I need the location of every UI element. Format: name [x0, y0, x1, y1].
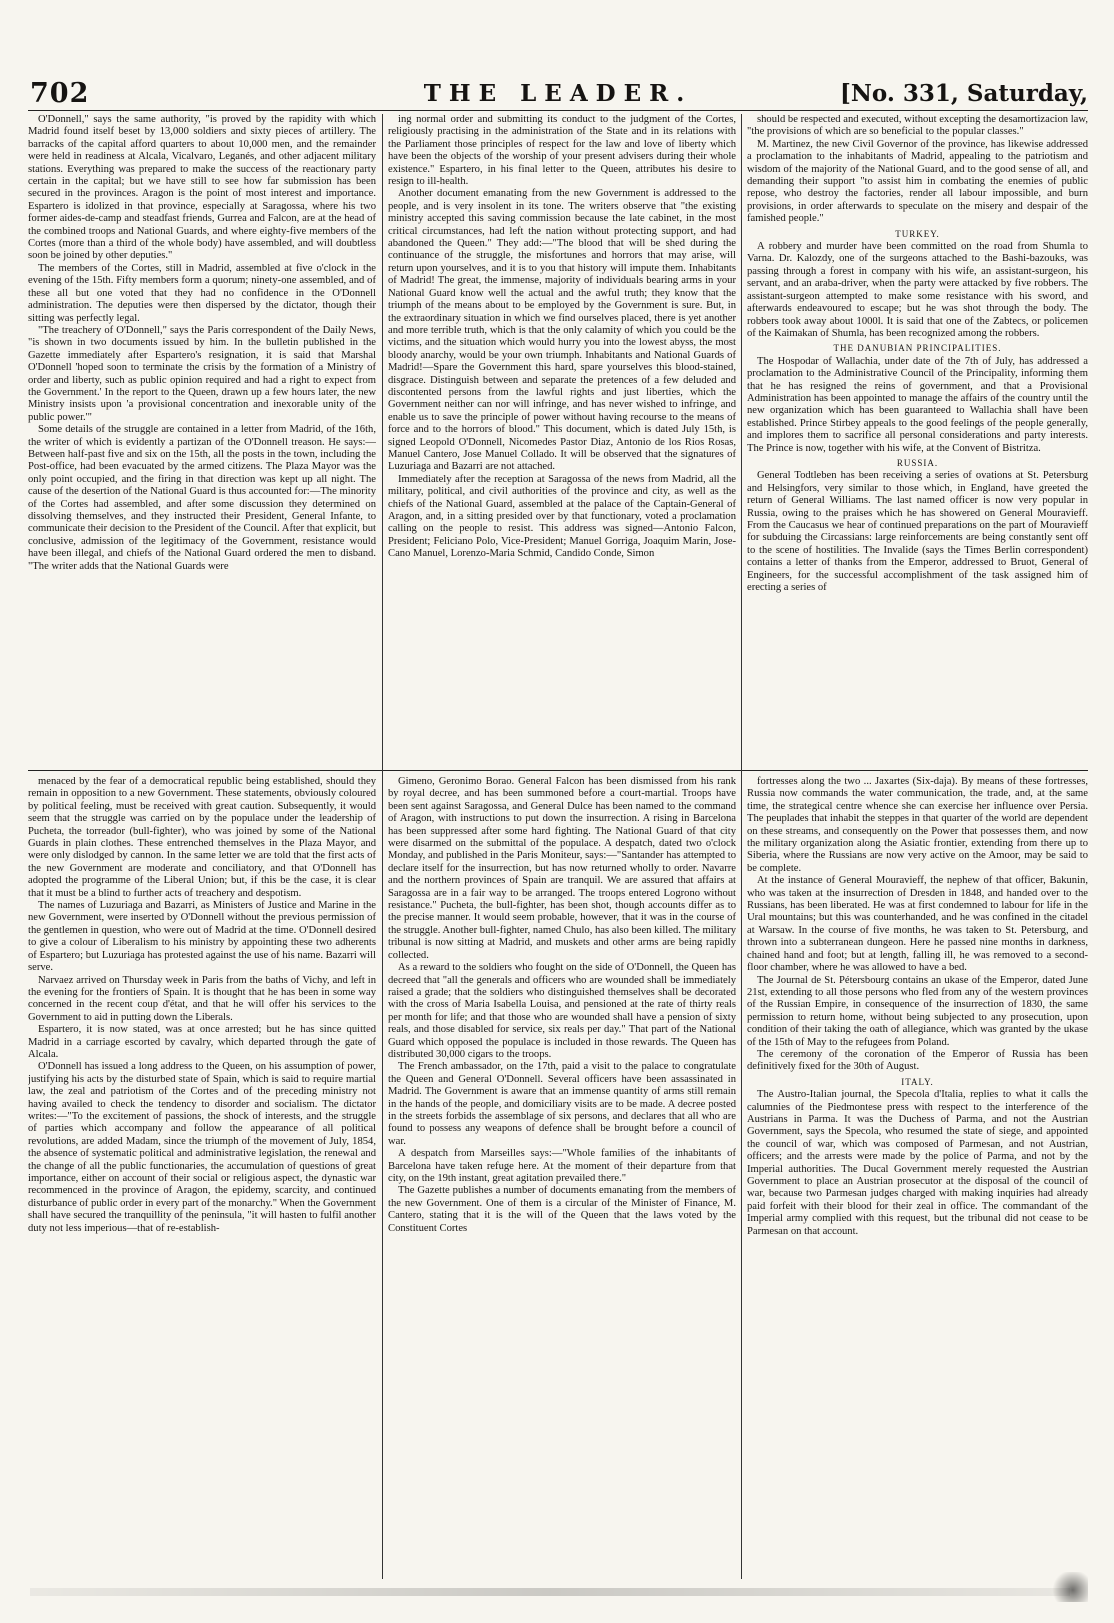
- section-divider-rule: [28, 770, 1088, 771]
- header-rule: [28, 110, 1088, 111]
- paragraph: Narvaez arrived on Thursday week in Paris from the baths of Vichy, and left in the evening for the frontiers of Spain. It is thought that he has been in some way concerned in the recent coup d'état, and that he will offer his services to the Government to aid in putting down the Liberals.: [28, 974, 376, 1023]
- paragraph: The French ambassador, on the 17th, paid a visit to the palace to congratulate the Queen and General O'Donnell. Several officers have been assassinated in Madrid. The Government is aware that an immense quantity of arms still remain in the hands of the people, and domiciliary visits are to be made. A decree posted in the streets forbids the assemblage of six persons, and declares that all who are found to possess any weapons of defence shall be brought before a council of war.: [388, 1061, 736, 1147]
- paragraph: General Todtleben has been receiving a series of ovations at St. Petersburg and Helsingfors, very similar to those which, in England, have greeted the return of General Williams. The last named officer is now very popular in Russia, owing to the praises which he has showered on General Mouravieff. From the Caucasus we hear of continued preparations on the part of Mouravieff for subduing the Circassians: large reinforcements are being constantly sent off to the scene of hostilities. The Invalide (says the Times Berlin correspondent) contains a letter of thanks from the Emperor, addressed to Bruot, General of Engineers, for the successful accomplishment of the task assigned him of erecting a series of: [747, 470, 1088, 594]
- scan-corner-mark: [1050, 1572, 1088, 1602]
- paragraph: A despatch from Marseilles says:—"Whole families of the inhabitants of Barcelona have taken refuge here. At the moment of their departure from that city, on the 19th instant, great agitation prevailed there.": [388, 1148, 736, 1184]
- paragraph: Espartero, it is now stated, was at once arrested; but he has since quitted Madrid in a carriage escorted by cavalry, which departed through the gate of Alcala.: [28, 1024, 376, 1060]
- paragraph: The Gazette publishes a number of documents emanating from the members of the new Government. One of them is a circular of the Minister of Finance, M. Cantero, stating that it is the will of the Queen that the laws voted by the Constituent Cortes: [388, 1185, 736, 1234]
- paragraph: O'Donnell," says the same authority, "is proved by the rapidity with which Madrid found itself beset by 13,000 soldiers and sixty pieces of artillery. The barracks of the capital afford quarters to about 10,000 men, and the remainder were held in readiness at Alcala, Vicalvaro, Leganés, and other adjacent military stations. Everything was prepared to make the success of the reactionary party certain in the capital; but we have still to see how far submission has been secured in the provinces. Aragon is the point of most interest and importance. Espartero is idolized in that province, especially at Saragossa, where his two former aides-de-camp and steadfast friends, Gurrea and Falcon, are at the head of the combined troops and National Guards, and where eighty-five members of the Cortes (more than a third of the whole body) have assembled, and will doubtless soon be joined by other deputies.": [28, 114, 376, 262]
- paragraph: At the instance of General Mouravieff, the nephew of that officer, Bakunin, who was taken at the insurrection of Dresden in 1848, and handed over to the Russians, has been liberated. He was at first condemned to labour for life in the Ural mountains; but this was counterhanded, and he was confined in the citadel at Warsaw. In the course of five months, he was taken to St. Petersburg, and thrown into a subterranean dungeon. Here he passed nine months in darkness, chained hand and foot; but at length, falling ill, he was removed to a second-floor chamber, where he was allowed to have a bed.: [747, 875, 1088, 974]
- paragraph: Immediately after the reception at Saragossa of the news from Madrid, all the military, political, and civil authorities of the province and city, as well as the chiefs of the National Guard, assembled at the palace of the Captain-General of Aragon, and, in a sitting presided over by that functionary, voted a proclamation calling on the people to resist. This address was signed—Antonio Falcon, President; Feliciano Polo, Vice-President; Manuel Gorriga, Joaquim Marin, Jose-Cano Manuel, Lorenzo-Maria Schmid, Candido Conde, Simon: [388, 473, 736, 560]
- paragraph: menaced by the fear of a democratical republic being established, should they remain in opposition to a new Government. These statements, obviously coloured by political feeling, must be received with great caution. Subsequently, it would seem that the struggle was carried on by the populace under the leadership of Pucheta, the torreador (bull-fighter), who was joined by some of the National Guards in plain clothes. These entrenched themselves in the Plaza Mayor, and were only dislodged by cannon. In the same letter we are told that the first acts of the new Government are moderate and conciliatory, and that O'Donnell has adopted the programme of the Liberal Union; but, if this be the case, it is clear that it must be a blind to further acts of treachery and despotism.: [28, 776, 376, 899]
- paragraph: The Hospodar of Wallachia, under date of the 7th of July, has addressed a proclamation to the Administrative Council of the Principality, informing them that he has resigned the reins of government, and that a Provisional Administration has been appointed to manage the affairs of the country until the new organization which has been guaranteed to Wallachia shall have been established. Prince Stirbey appeals to the good feelings of the people generally, and implores them to sacrifice all personal considerations and party interests. The Prince is now, together with his wife, at the Convent of Bistritza.: [747, 355, 1088, 454]
- paragraph: The members of the Cortes, still in Madrid, assembled at five o'clock in the evening of the 15th. Fifty members form a quorum; ninety-one assembled, and of these all but one voted that they had no confidence in the O'Donnell administration. The deputies were then dispersed by the dictator, though their sitting was perfectly legal.: [28, 262, 376, 324]
- paragraph: "The treachery of O'Donnell," says the Paris correspondent of the Daily News, "is shown in two documents issued by him. In the bulletin published in the Gazette immediately after Espartero's resignation, it is said that Marshal O'Donnell 'hoped soon to terminate the crisis by the formation of a Ministry of order and liberty, such as public opinion required and had a right to expect from the Government.' In the report to the Queen, drawn up a few hours later, the new Ministry insists upon 'a provisional concentration and inexorable unity of the public power.'": [28, 324, 376, 423]
- column-divider: [382, 114, 383, 1579]
- paragraph: As a reward to the soldiers who fought on the side of O'Donnell, the Queen has decreed that "all the generals and officers who are wounded shall be immediately raised a grade; that the soldiers who distinguished themselves shall be decorated with the cross of Maria Isabella Louisa, and pensioned at the rate of thirty reals per month for life; and that those who are wounded shall have a pension of sixty reals, and those disabled for service, six reals per day." That part of the National Guard which opposed the populace is included in those rewards. The Queen has distributed 30,000 cigars to the troops.: [388, 962, 736, 1060]
- paragraph: Some details of the struggle are contained in a letter from Madrid, of the 16th, the writer of which is evidently a partizan of the O'Donnell treason. He says:— Between half-past five and six on the 15th, all the posts in the town, including the Post-office, had been evacuated by the armed citizens. The Plaza Mayor was the only point occupied, and the firing in that direction was kept up all night. The cause of the desertion of the National Guard is thus accounted for:—The minority of the Cortes had assembled, and after some discussion they determined on dissolving themselves, and they instructed their President, General Infante, to communicate their decision to the President of the Council. After that explicit, but conclusive, admission of the legitimacy of the Government, resistance would have been illegal, and chiefs of the National Guard ordered the men to disband. "The writer adds that the National Guards were: [28, 424, 376, 572]
- paragraph: fortresses along the two ... Jaxartes (Six-daja). By means of these fortresses, Russia now commands the water communication, the trade, and, at the same time, the strategical centre whence she can exercise her influence over Persia. The peuplades that inhabit the steppes in that quarter of the world are dependent on these streams, and consequently on the Power that possesses them, and now the military organization along the Asiatic frontier, extending from there up to Siberia, where the Russians are now very active on the Amoor, may be said to be complete.: [747, 776, 1088, 874]
- column-top-left: [28, 114, 376, 768]
- masthead-title: THE LEADER.: [423, 80, 693, 107]
- paragraph: A robbery and murder have been committed on the road from Shumla to Varna. Dr. Kalozdy, one of the surgeons attached to the Bashi-bazouks, was passing through a forest in company with his wife, an assistant-surgeon, his servant, and an araba-driver, when the party were attacked by five robbers. The assistant-surgeon attempted to make some resistance with his sword, and afterwards endeavoured to escape; but he was shot through the body. The robbers took away about 1000l. It is said that one of the Zabtecs, or policemen of the Kaimakan of Shumla, has been recognized among the robbers.: [747, 241, 1088, 339]
- section-heading-danubian-principalities: THE DANUBIAN PRINCIPALITIES.: [833, 343, 1002, 354]
- issue-number: [No. 331, Saturday,: [839, 80, 1088, 107]
- paragraph: The Austro-Italian journal, the Specola d'Italia, replies to what it calls the calumnies of the Piedmontese press with respect to the interference of the Austrians in Parma. It was the Duchess of Parma, and not the Austrian Government, says the Specola, who resumed the state of siege, and appointed the council of war, which was composed of Parmesan, and not Austrian, officers; and the arrests were made by the police of Parma, and not by the Imperial authorities. The Ducal Government merely requested the Austrian Government to place an Austrian prosecutor at the disposal of the council of war, because two Parmesan judges charged with making inquiries had already paid forfeit with their blood for their zeal in office. The commandant of the Imperial army complied with this request, but the tribunal did not cease to be Parmesan on that account.: [747, 1089, 1088, 1237]
- column-top-middle: [388, 114, 736, 768]
- section-heading-russia: RUSSIA.: [896, 457, 939, 468]
- paragraph: The ceremony of the coronation of the Emperor of Russia has been definitively fixed for the 30th of August.: [747, 1048, 1088, 1073]
- paragraph: ing normal order and submitting its conduct to the judgment of the Cortes, religiously practising in the administration of the State and in its relations with the Parliament those principles of respect for the law and love of liberty which have been the objects of the worship of your present advisers during their whole existence." Espartero, in his final letter to the Queen, attributes his desire to resign to ill-health.: [388, 114, 736, 188]
- section-heading-italy: ITALY.: [901, 1076, 934, 1087]
- scan-smudge: [30, 1588, 1070, 1596]
- column-bottom-right: [747, 776, 1088, 1576]
- column-divider: [741, 114, 742, 1579]
- section-heading-turkey: TURKEY.: [895, 228, 940, 239]
- paragraph: M. Martinez, the new Civil Governor of the province, has likewise addressed a proclamation to the inhabitants of Madrid, appealing to the patriotism and wisdom of the majority of the National Guard, and to the good sense of all, and demanding their support "to assist him in combating the enemies of public repose, who destroy the factories, render all labour impossible, and burn provisions, in order afterwards to speculate on the misery and despair of the famished people.": [747, 138, 1088, 225]
- paragraph: O'Donnell has issued a long address to the Queen, on his assumption of power, justifying his acts by the disturbed state of Spain, which is said to require martial law, the zeal and patriotism of the Cortes and of the preceding ministry not having availed to check the tendency to disorder and socialism. The dictator writes:—"To the excitement of passions, the shock of interests, and the struggle of parties which accompany and follow the appearance of all political revolutions, are added Madam, since the triumph of the movement of July, 1854, the absence of systematic political and administrative legislation, the renewal and the change of all the public functionaries, the accumulation of questions of great importance, either on account of their social or religious aspect, the dynastic war recommenced in the province of Aragon, the epidemy, scarcity, and continued disturbance of public order in every part of the monarchy." When the Government shall have secured the tranquillity of the peninsula, "it will hasten to fulfil another duty not less imperious—that of re-establish-: [28, 1061, 376, 1234]
- paragraph: The names of Luzuriaga and Bazarri, as Ministers of Justice and Marine in the new Government, were inserted by O'Donnell without the previous permission of the gentlemen in question, who were out of Madrid at the time. O'Donnell desired to give a colour of Liberalism to his ministry by appointing these two adherents of Espartero; but Luzuriaga has protested against the use of his name. Bazarri will serve.: [28, 900, 376, 974]
- paragraph: The Journal de St. Pétersbourg contains an ukase of the Emperor, dated June 21st, extending to all those persons who fled from any of the western provinces of the Russian Empire, in consequence of the insurrection of 1830, the same permission to return home, without being subjected to any prosecution, upon condition of their taking the oath of allegiance, which was granted by the ukase of the 15th of May to the refugees from Poland.: [747, 974, 1088, 1048]
- paragraph: Gimeno, Geronimo Borao. General Falcon has been dismissed from his rank by royal decree, and has been summoned before a court-martial. Troops have been sent against Saragossa, and General Dulce has been named to the command of Aragon, with instructions to put down the insurrection. A rising in Barcelona has been suppressed after some hard fighting. The National Guard of that city were disarmed on the submittal of the populace. A despatch, dated two o'clock Monday, and published in the Paris Moniteur, says:—"Santander has attempted to declare itself for the insurrection, but has now returned wholly to order. Navarre and the northern provinces of Spain are tranquil. We are assured that affairs at Saragossa are in a fair way to be arranged. The troops entered Logrono without resistance." Pucheta, the bull-fighter, has been shot, though accounts differ as to the precise manner. It would seem probable, however, that it was in the course of the struggle. Another bull-fighter, named Chulo, has also been killed. The military tribunal is now sitting at Madrid, and muskets and other arms are being rapidly collected.: [388, 776, 736, 961]
- column-bottom-middle: [388, 776, 736, 1576]
- paragraph: Another document emanating from the new Government is addressed to the people, and is very insolent in its tone. The writers observe that "the existing ministry accepted this saving commission because the late cabinet, in the most critical circumstances, had left the nation without protecting support, and had abandoned the Queen." They add:—"The blood that will be shed during the continuance of the struggle, the misfortunes and horrors that may arise, will return upon yourselves, and it is to you that history will impute them. Inhabitants of Madrid! The great, the immense, majority of individuals bearing arms in your National Guard know well the actual and the awful truth; they know that the triumph of the means about to be employed by the Government is sure. But, in the extraordinary situation in which we find ourselves placed, there is yet another and more terrible truth, which is that the only calamity of which you could be the victims, and the situation which would hurry you into the lowest abyss, the most bloody anarchy, would be your own triumph. Inhabitants and National Guards of Madrid!—Spare the Government this hard, spare yourselves this blood-stained, disgrace. Distinguish between and separate the pretences of a few deluded and discontented persons from the lawful rights and just liberties, which the Government neither can nor will infringe, and has never wished to infringe, and enable us to save the principle of power without having recourse to the means of force and to the horrors of blood." This document, which is dated July 15th, is signed Leopold O'Donnell, Nicomedes Pastor Diaz, Antonio de los Rios Rosas, Manuel Cantero, Jose Manuel Collado. It will be observed that the signatures of Luzuriaga and Bazarri are not attached.: [388, 188, 736, 473]
- paragraph: should be respected and executed, without excepting the desamortizacion law, "the provisions of which are so beneficial to the popular classes.": [747, 114, 1088, 138]
- column-bottom-left: [28, 776, 376, 1576]
- column-top-right: [747, 114, 1088, 768]
- page-header: [28, 78, 1088, 108]
- page-number: 702: [30, 78, 90, 109]
